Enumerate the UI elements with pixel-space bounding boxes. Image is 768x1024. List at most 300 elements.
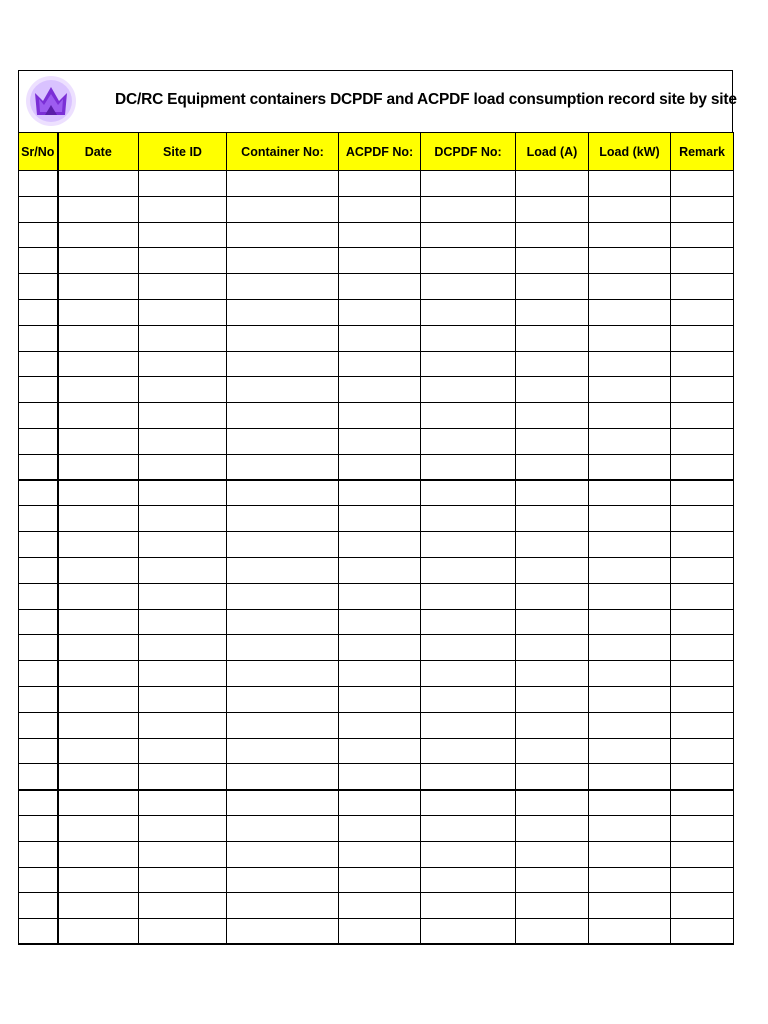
table-cell-remark [671, 583, 734, 609]
table-cell-container-no [227, 919, 339, 945]
table-cell-sr-no [19, 919, 58, 945]
table-cell-load-kw [589, 738, 671, 764]
table-cell-date [58, 196, 139, 222]
table-cell-sr-no [19, 893, 58, 919]
table-row [19, 171, 734, 197]
table-cell-dcpdf-no [421, 222, 516, 248]
table-cell-date [58, 403, 139, 429]
table-cell-container-no [227, 428, 339, 454]
table-cell-site-id [139, 377, 227, 403]
table-cell-load-a [516, 609, 589, 635]
table-cell-load-a [516, 274, 589, 300]
table-row [19, 377, 734, 403]
table-cell-load-kw [589, 196, 671, 222]
table-cell-load-kw [589, 686, 671, 712]
table-cell-container-no [227, 841, 339, 867]
table-cell-remark [671, 532, 734, 558]
table-cell-load-a [516, 377, 589, 403]
table-cell-site-id [139, 299, 227, 325]
table-cell-acpdf-no [339, 815, 421, 841]
table-cell-container-no [227, 506, 339, 532]
table-cell-sr-no [19, 609, 58, 635]
table-row [19, 351, 734, 377]
table-cell-load-kw [589, 171, 671, 197]
table-cell-sr-no [19, 171, 58, 197]
table-cell-remark [671, 712, 734, 738]
table-cell-date [58, 299, 139, 325]
table-cell-dcpdf-no [421, 557, 516, 583]
table-cell-container-no [227, 764, 339, 790]
table-cell-load-a [516, 196, 589, 222]
table-cell-date [58, 738, 139, 764]
table-row [19, 403, 734, 429]
table-cell-site-id [139, 403, 227, 429]
table-cell-remark [671, 815, 734, 841]
table-cell-container-no [227, 454, 339, 480]
table-cell-container-no [227, 661, 339, 687]
table-cell-date [58, 428, 139, 454]
table-cell-date [58, 867, 139, 893]
table-cell-sr-no [19, 635, 58, 661]
table-cell-dcpdf-no [421, 403, 516, 429]
table-cell-load-a [516, 171, 589, 197]
table-cell-load-a [516, 325, 589, 351]
table-cell-load-kw [589, 480, 671, 506]
table-row [19, 506, 734, 532]
table-cell-site-id [139, 557, 227, 583]
table-cell-container-no [227, 171, 339, 197]
table-cell-acpdf-no [339, 738, 421, 764]
column-header-dcpdf-no: DCPDF No: [421, 133, 516, 171]
table-cell-load-a [516, 841, 589, 867]
table-cell-remark [671, 609, 734, 635]
table-cell-load-kw [589, 790, 671, 816]
table-cell-sr-no [19, 764, 58, 790]
table-cell-dcpdf-no [421, 867, 516, 893]
table-cell-load-kw [589, 557, 671, 583]
table-cell-load-a [516, 738, 589, 764]
table-cell-container-no [227, 635, 339, 661]
table-cell-dcpdf-no [421, 454, 516, 480]
table-cell-sr-no [19, 403, 58, 429]
table-row [19, 428, 734, 454]
column-header-acpdf-no: ACPDF No: [339, 133, 421, 171]
column-header-site-id: Site ID [139, 133, 227, 171]
table-cell-acpdf-no [339, 351, 421, 377]
table-cell-site-id [139, 480, 227, 506]
table-cell-acpdf-no [339, 274, 421, 300]
table-cell-date [58, 171, 139, 197]
table-cell-dcpdf-no [421, 815, 516, 841]
table-cell-load-kw [589, 454, 671, 480]
table-cell-remark [671, 764, 734, 790]
table-cell-date [58, 583, 139, 609]
table-cell-site-id [139, 325, 227, 351]
table-cell-dcpdf-no [421, 532, 516, 558]
table-cell-sr-no [19, 222, 58, 248]
table-cell-acpdf-no [339, 893, 421, 919]
table-cell-site-id [139, 428, 227, 454]
table-cell-load-kw [589, 919, 671, 945]
table-cell-acpdf-no [339, 609, 421, 635]
table-row [19, 841, 734, 867]
table-cell-site-id [139, 635, 227, 661]
table-cell-load-kw [589, 325, 671, 351]
table-cell-site-id [139, 686, 227, 712]
table-cell-site-id [139, 867, 227, 893]
table-cell-container-no [227, 325, 339, 351]
title-row [18, 70, 737, 132]
table-cell-load-a [516, 480, 589, 506]
table-cell-acpdf-no [339, 635, 421, 661]
table-cell-container-no [227, 815, 339, 841]
table-cell-dcpdf-no [421, 299, 516, 325]
table-cell-load-kw [589, 248, 671, 274]
table-cell-container-no [227, 248, 339, 274]
column-header-load-a: Load (A) [516, 133, 589, 171]
table-cell-acpdf-no [339, 712, 421, 738]
column-header-remark: Remark [671, 133, 734, 171]
table-cell-acpdf-no [339, 171, 421, 197]
column-header-date: Date [58, 133, 139, 171]
document-title: DC/RC Equipment containers DCPDF and ACPDF load consumption record site by site [115, 91, 737, 108]
table-cell-sr-no [19, 841, 58, 867]
table-cell-container-no [227, 790, 339, 816]
table-cell-acpdf-no [339, 377, 421, 403]
table-cell-load-kw [589, 532, 671, 558]
table-cell-container-no [227, 893, 339, 919]
table-cell-sr-no [19, 815, 58, 841]
table-cell-sr-no [19, 248, 58, 274]
table-cell-load-a [516, 867, 589, 893]
table-cell-load-kw [589, 609, 671, 635]
table-cell-remark [671, 248, 734, 274]
table-row [19, 532, 734, 558]
table-row [19, 738, 734, 764]
table-cell-dcpdf-no [421, 790, 516, 816]
table-cell-container-no [227, 274, 339, 300]
table-cell-container-no [227, 377, 339, 403]
table-cell-load-kw [589, 893, 671, 919]
table-cell-acpdf-no [339, 919, 421, 945]
table-cell-remark [671, 635, 734, 661]
table-cell-dcpdf-no [421, 171, 516, 197]
table-cell-remark [671, 480, 734, 506]
table-cell-container-no [227, 196, 339, 222]
table-cell-date [58, 506, 139, 532]
column-header-load-kw: Load (kW) [589, 133, 671, 171]
table-cell-load-a [516, 248, 589, 274]
table-row [19, 919, 734, 945]
table-cell-load-a [516, 583, 589, 609]
table-cell-acpdf-no [339, 299, 421, 325]
table-cell-remark [671, 506, 734, 532]
table-row [19, 299, 734, 325]
table-cell-acpdf-no [339, 196, 421, 222]
table-cell-load-kw [589, 815, 671, 841]
table-cell-site-id [139, 790, 227, 816]
table-cell-remark [671, 171, 734, 197]
table-row [19, 635, 734, 661]
header-row [19, 133, 734, 171]
table-cell-date [58, 377, 139, 403]
table-cell-remark [671, 867, 734, 893]
table-cell-sr-no [19, 738, 58, 764]
table-cell-container-no [227, 738, 339, 764]
table-cell-date [58, 609, 139, 635]
table-cell-load-kw [589, 377, 671, 403]
table-cell-container-no [227, 609, 339, 635]
table-cell-site-id [139, 583, 227, 609]
table-cell-load-kw [589, 661, 671, 687]
table-cell-date [58, 661, 139, 687]
table-cell-load-kw [589, 867, 671, 893]
table-row [19, 583, 734, 609]
table-cell-load-kw [589, 841, 671, 867]
table-cell-remark [671, 403, 734, 429]
table-cell-acpdf-no [339, 841, 421, 867]
table-cell-dcpdf-no [421, 635, 516, 661]
table-cell-sr-no [19, 790, 58, 816]
table-cell-container-no [227, 557, 339, 583]
table-cell-remark [671, 351, 734, 377]
table-cell-site-id [139, 738, 227, 764]
table-cell-remark [671, 377, 734, 403]
table-cell-dcpdf-no [421, 919, 516, 945]
table-row [19, 790, 734, 816]
table-cell-date [58, 790, 139, 816]
table-cell-site-id [139, 532, 227, 558]
table-cell-date [58, 454, 139, 480]
table-row [19, 815, 734, 841]
table-cell-dcpdf-no [421, 712, 516, 738]
table-cell-remark [671, 325, 734, 351]
table-cell-acpdf-no [339, 532, 421, 558]
table-cell-container-no [227, 867, 339, 893]
table-cell-load-a [516, 661, 589, 687]
table-row [19, 454, 734, 480]
table-cell-load-kw [589, 635, 671, 661]
table-cell-site-id [139, 351, 227, 377]
table-cell-dcpdf-no [421, 841, 516, 867]
table-cell-date [58, 686, 139, 712]
table-cell-acpdf-no [339, 661, 421, 687]
table-cell-acpdf-no [339, 557, 421, 583]
table-row [19, 686, 734, 712]
table-cell-acpdf-no [339, 428, 421, 454]
table-cell-date [58, 248, 139, 274]
table-cell-site-id [139, 841, 227, 867]
table-cell-load-kw [589, 428, 671, 454]
table-cell-dcpdf-no [421, 893, 516, 919]
table-cell-load-a [516, 764, 589, 790]
table-cell-load-a [516, 299, 589, 325]
table-row [19, 661, 734, 687]
table-cell-sr-no [19, 867, 58, 893]
table-row [19, 274, 734, 300]
table-cell-date [58, 480, 139, 506]
table-cell-load-kw [589, 764, 671, 790]
table-cell-container-no [227, 583, 339, 609]
table-cell-dcpdf-no [421, 480, 516, 506]
table-cell-container-no [227, 351, 339, 377]
load-record-table [18, 132, 734, 945]
table-cell-load-kw [589, 506, 671, 532]
table-cell-sr-no [19, 428, 58, 454]
table-cell-remark [671, 893, 734, 919]
table-cell-date [58, 764, 139, 790]
table-cell-remark [671, 557, 734, 583]
table-cell-date [58, 274, 139, 300]
column-header-sr-no: Sr/No [19, 133, 58, 171]
table-cell-remark [671, 790, 734, 816]
table-row [19, 325, 734, 351]
table-cell-dcpdf-no [421, 506, 516, 532]
table-cell-dcpdf-no [421, 274, 516, 300]
table-cell-date [58, 325, 139, 351]
table-cell-dcpdf-no [421, 738, 516, 764]
table-cell-sr-no [19, 506, 58, 532]
table-cell-load-a [516, 815, 589, 841]
table-cell-acpdf-no [339, 222, 421, 248]
table-cell-load-a [516, 454, 589, 480]
table-row [19, 480, 734, 506]
table-cell-acpdf-no [339, 248, 421, 274]
table-cell-site-id [139, 893, 227, 919]
table-cell-load-a [516, 506, 589, 532]
table-cell-load-kw [589, 712, 671, 738]
table-cell-dcpdf-no [421, 686, 516, 712]
table-cell-date [58, 712, 139, 738]
table-row [19, 764, 734, 790]
table-cell-date [58, 351, 139, 377]
table-cell-dcpdf-no [421, 661, 516, 687]
table-cell-sr-no [19, 583, 58, 609]
table-cell-remark [671, 196, 734, 222]
table-cell-dcpdf-no [421, 325, 516, 351]
table-cell-sr-no [19, 532, 58, 558]
table-cell-site-id [139, 815, 227, 841]
table-cell-load-a [516, 351, 589, 377]
table-cell-container-no [227, 222, 339, 248]
table-cell-load-a [516, 557, 589, 583]
table-cell-site-id [139, 661, 227, 687]
table-cell-site-id [139, 506, 227, 532]
table-cell-date [58, 815, 139, 841]
table-cell-sr-no [19, 712, 58, 738]
table-cell-acpdf-no [339, 325, 421, 351]
table-body [19, 171, 734, 945]
table-cell-container-no [227, 480, 339, 506]
table-cell-container-no [227, 686, 339, 712]
table-cell-remark [671, 274, 734, 300]
table-cell-date [58, 222, 139, 248]
table-cell-load-a [516, 712, 589, 738]
table-cell-site-id [139, 712, 227, 738]
table-cell-remark [671, 661, 734, 687]
table-cell-site-id [139, 196, 227, 222]
table-cell-remark [671, 686, 734, 712]
table-cell-dcpdf-no [421, 351, 516, 377]
table-cell-load-kw [589, 274, 671, 300]
table-cell-sr-no [19, 661, 58, 687]
purple-crown-emblem-icon [25, 75, 77, 127]
table-cell-load-kw [589, 583, 671, 609]
table-cell-load-a [516, 403, 589, 429]
table-cell-container-no [227, 532, 339, 558]
table-row [19, 609, 734, 635]
table-cell-load-kw [589, 299, 671, 325]
table-cell-container-no [227, 403, 339, 429]
table-cell-load-a [516, 919, 589, 945]
table-cell-sr-no [19, 377, 58, 403]
table-row [19, 557, 734, 583]
table-cell-date [58, 532, 139, 558]
table-row [19, 248, 734, 274]
table-cell-acpdf-no [339, 480, 421, 506]
table-cell-load-kw [589, 403, 671, 429]
table-cell-load-kw [589, 351, 671, 377]
table-cell-site-id [139, 764, 227, 790]
table-row [19, 893, 734, 919]
table-cell-load-a [516, 893, 589, 919]
table-cell-dcpdf-no [421, 196, 516, 222]
table-cell-remark [671, 428, 734, 454]
table-cell-dcpdf-no [421, 609, 516, 635]
table-cell-dcpdf-no [421, 583, 516, 609]
table-cell-acpdf-no [339, 867, 421, 893]
table-cell-container-no [227, 299, 339, 325]
table-cell-acpdf-no [339, 686, 421, 712]
table-cell-remark [671, 738, 734, 764]
table-cell-sr-no [19, 274, 58, 300]
table-cell-date [58, 841, 139, 867]
column-header-container-no: Container No: [227, 133, 339, 171]
table-cell-load-a [516, 790, 589, 816]
table-cell-acpdf-no [339, 790, 421, 816]
table-cell-load-kw [589, 222, 671, 248]
table-cell-sr-no [19, 686, 58, 712]
table-cell-site-id [139, 248, 227, 274]
table-cell-acpdf-no [339, 764, 421, 790]
table-cell-load-a [516, 428, 589, 454]
table-cell-sr-no [19, 196, 58, 222]
table-row [19, 196, 734, 222]
table-cell-acpdf-no [339, 403, 421, 429]
table-cell-load-a [516, 686, 589, 712]
table-cell-sr-no [19, 454, 58, 480]
table-cell-date [58, 919, 139, 945]
table-row [19, 712, 734, 738]
table-cell-load-a [516, 635, 589, 661]
table-cell-remark [671, 454, 734, 480]
table-cell-site-id [139, 222, 227, 248]
table-row [19, 867, 734, 893]
table-cell-dcpdf-no [421, 248, 516, 274]
table-cell-remark [671, 222, 734, 248]
table-cell-site-id [139, 274, 227, 300]
table-cell-sr-no [19, 480, 58, 506]
table-cell-sr-no [19, 325, 58, 351]
table-cell-date [58, 893, 139, 919]
table-cell-load-a [516, 532, 589, 558]
table-cell-dcpdf-no [421, 428, 516, 454]
table-cell-acpdf-no [339, 583, 421, 609]
table-cell-sr-no [19, 557, 58, 583]
table-cell-site-id [139, 919, 227, 945]
table-cell-sr-no [19, 351, 58, 377]
table-cell-site-id [139, 454, 227, 480]
